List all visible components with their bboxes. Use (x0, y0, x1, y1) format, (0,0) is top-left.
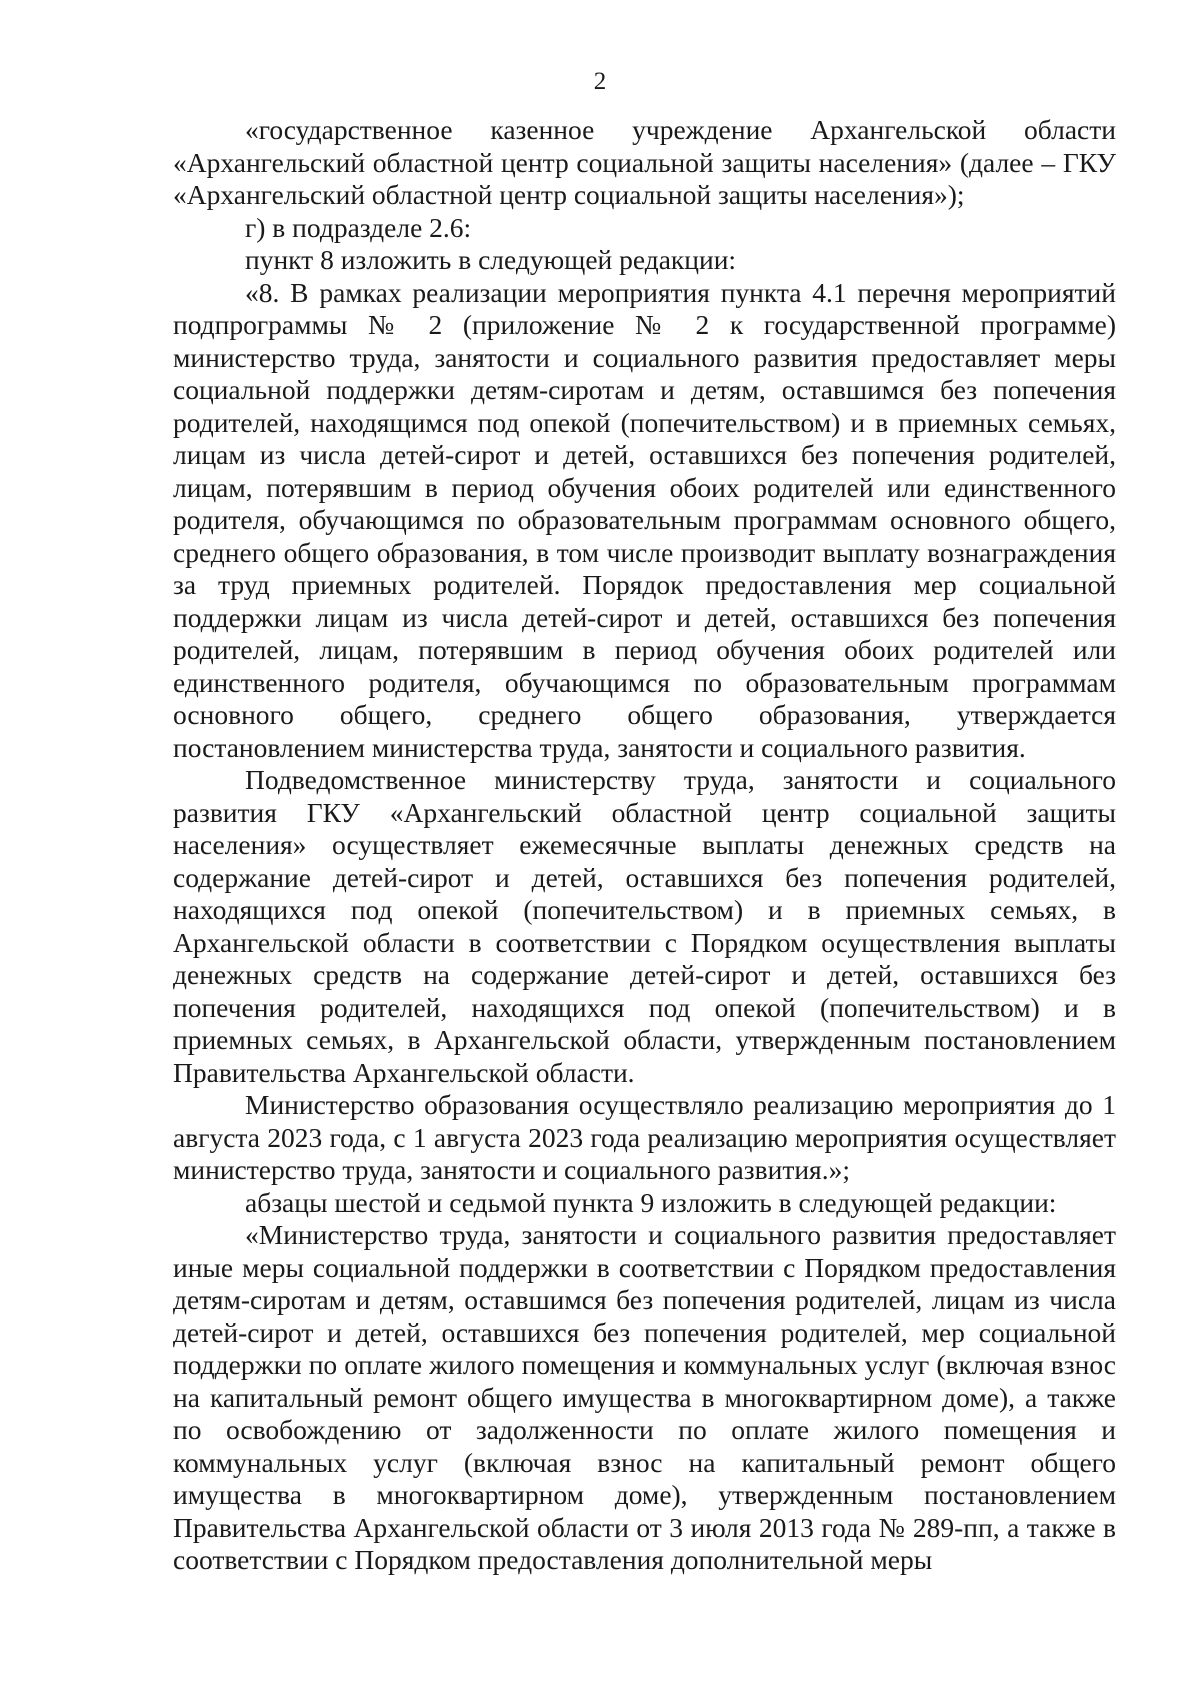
paragraph-item-9-text: «Министерство труда, занятости и социального развития предоставляет иные меры социальной поддержки в соответствии с Порядком предоставления детям-сиротам и детям, оставшимся без попечения родителей, лицам из числа детей-сирот и детей, оставшихся без попечения родителей, мер социальной поддержки по оплате жилого помещения и коммунальных услуг (включая взнос на капитальный ремонт общего имущества в многоквартирном доме), а также по освобождению от задолженности по оплате жилого помещения и коммунальных услуг (включая взнос на капитальный ремонт общего имущества в многоквартирном доме), утвержденным постановлением Правительства Архангельской области от 3 июля 2013 года № 289-пп, а также в соответствии с Порядком предоставления дополнительной меры (173, 1219, 1116, 1575)
paragraph-subordinate-institution: Подведомственное министерству труда, занятости и социального развития ГКУ «Архангельский областной центр социальной защиты населения» осуществляет ежемесячные выплаты денежных средств на содержание детей-сирот и детей, оставшихся без попечения родителей, находящихся под опекой (попечительством) и в приемных семьях, в Архангельской области в соответствии с Порядком осуществления выплаты денежных средств на содержание детей-сирот и детей, оставшихся без попечения родителей, находящихся под опекой (попечительством) и в приемных семьях, в Архангельской области, утвержденным постановлением Правительства Архангельской области. (173, 764, 1116, 1088)
paragraph-subsection-2-6: г) в подразделе 2.6: (245, 211, 472, 243)
paragraph-institution-name: «государственное казенное учреждение Архангельской области «Архангельский областной центр социальной защиты населения» (далее – ГКУ «Архангельский областной центр социальной защиты населения»); (173, 114, 1116, 210)
paragraph-item-9-intro: абзацы шестой и седьмой пункта 9 изложить в следующей редакции: (245, 1186, 1057, 1218)
paragraph-item-8-intro: пункт 8 изложить в следующей редакции: (245, 244, 737, 275)
paragraph-item-8-text: «8. В рамках реализации мероприятия пункта 4.1 перечня мероприятий подпрограммы № 2 (приложение № 2 к государственной программе) министерство труда, занятости и социального развития предоставляет меры социальной поддержки детям-сиротам и детям, оставшимся без попечения родителей, находящимся под опекой (попечительством) и в приемных семьях, лицам из числа детей-сирот и детей, оставшихся без попечения родителей, лицам, потерявшим в период обучения обоих родителей или единственного родителя, обучающимся по образовательным программам основного общего, среднего общего образования, в том числе производит выплату вознаграждения за труд приемных родителей. Порядок предоставления мер социальной поддержки лицам из числа детей-сирот и детей, оставшихся без попечения родителей, лицам, потерявшим в период обучения обоих родителей или единственного родителя, обучающимся по образовательным программам основного общего, среднего общего образования, утверждается постановлением министерства труда, занятости и социального развития. (173, 276, 1116, 763)
paragraph-ministry-of-education: Министерство образования осуществляло реализацию мероприятия до 1 августа 2023 года, с 1 августа 2023 года реализацию мероприятия осуществляет министерство труда, занятости и социального развития.»; (173, 1089, 1116, 1185)
document-body (173, 114, 1116, 1577)
page-number: 2 (593, 68, 607, 95)
